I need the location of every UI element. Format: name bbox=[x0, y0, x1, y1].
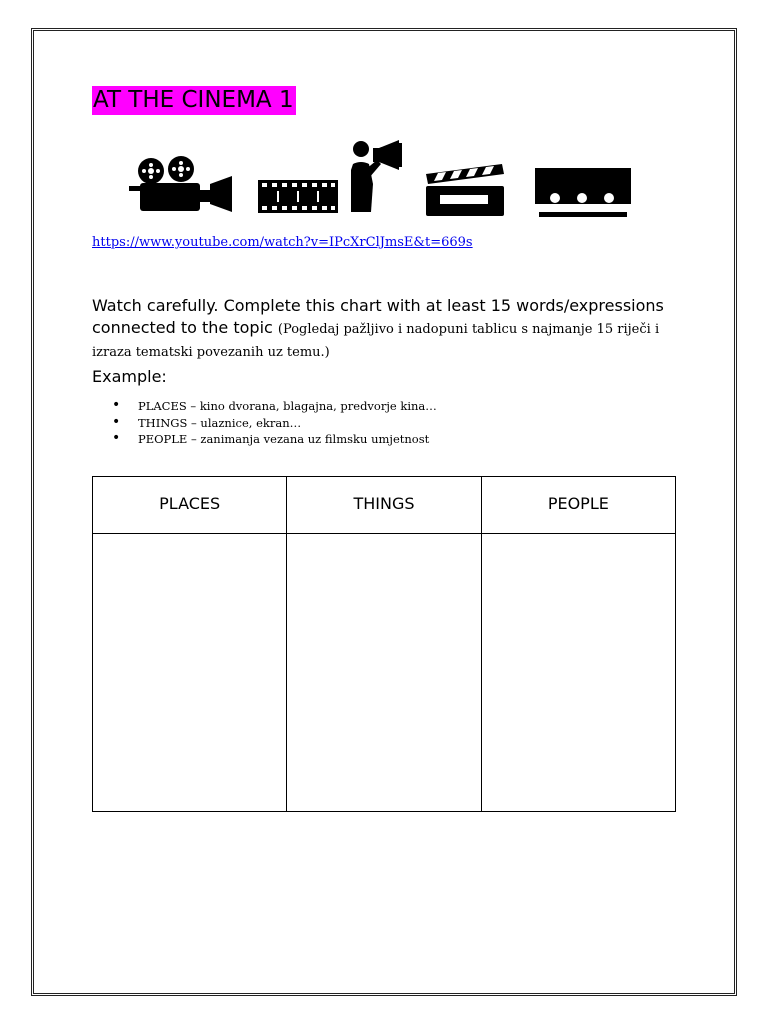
director-megaphone-icon bbox=[351, 140, 403, 212]
film-strip-icon bbox=[258, 180, 338, 213]
example-label: Example: bbox=[92, 367, 167, 386]
instructions-croatian: (Pogledaj pažljivo i nadopuni tablicu s najmanje 15 riječi i izraza tematski povezanih uz temu.) bbox=[92, 322, 660, 360]
instructions-text bbox=[92, 295, 682, 363]
header-places: PLACES bbox=[93, 477, 287, 534]
places-answer-cell[interactable] bbox=[93, 534, 287, 812]
vocabulary-chart bbox=[92, 476, 676, 812]
cinema-icon-row bbox=[126, 138, 636, 218]
youtube-video-link[interactable]: https://www.youtube.com/watch?v=IPcXrClJmsE&t=669s bbox=[92, 235, 473, 250]
header-things: THINGS bbox=[287, 477, 481, 534]
instructions-english: Watch carefully. Complete this chart with at least 15 words/expressions connected to the topic bbox=[92, 296, 664, 337]
people-answer-cell[interactable] bbox=[481, 534, 675, 812]
clapperboard-icon bbox=[424, 162, 506, 217]
chart-answer-row bbox=[93, 534, 676, 812]
film-camera-icon bbox=[128, 156, 234, 212]
example-list bbox=[112, 398, 437, 448]
list-item: • PLACES – kino dvorana, blagajna, predvorje kina… bbox=[112, 398, 437, 415]
list-item: • PEOPLE – zanimanja vezana uz filmsku umjetnost bbox=[112, 431, 437, 448]
things-answer-cell[interactable] bbox=[287, 534, 481, 812]
chart-header-row bbox=[93, 477, 676, 534]
header-people: PEOPLE bbox=[481, 477, 675, 534]
list-item: • THINGS – ulaznice, ekran… bbox=[112, 415, 437, 432]
cinema-audience-icon bbox=[535, 168, 631, 218]
page-title: AT THE CINEMA 1 bbox=[93, 87, 294, 113]
